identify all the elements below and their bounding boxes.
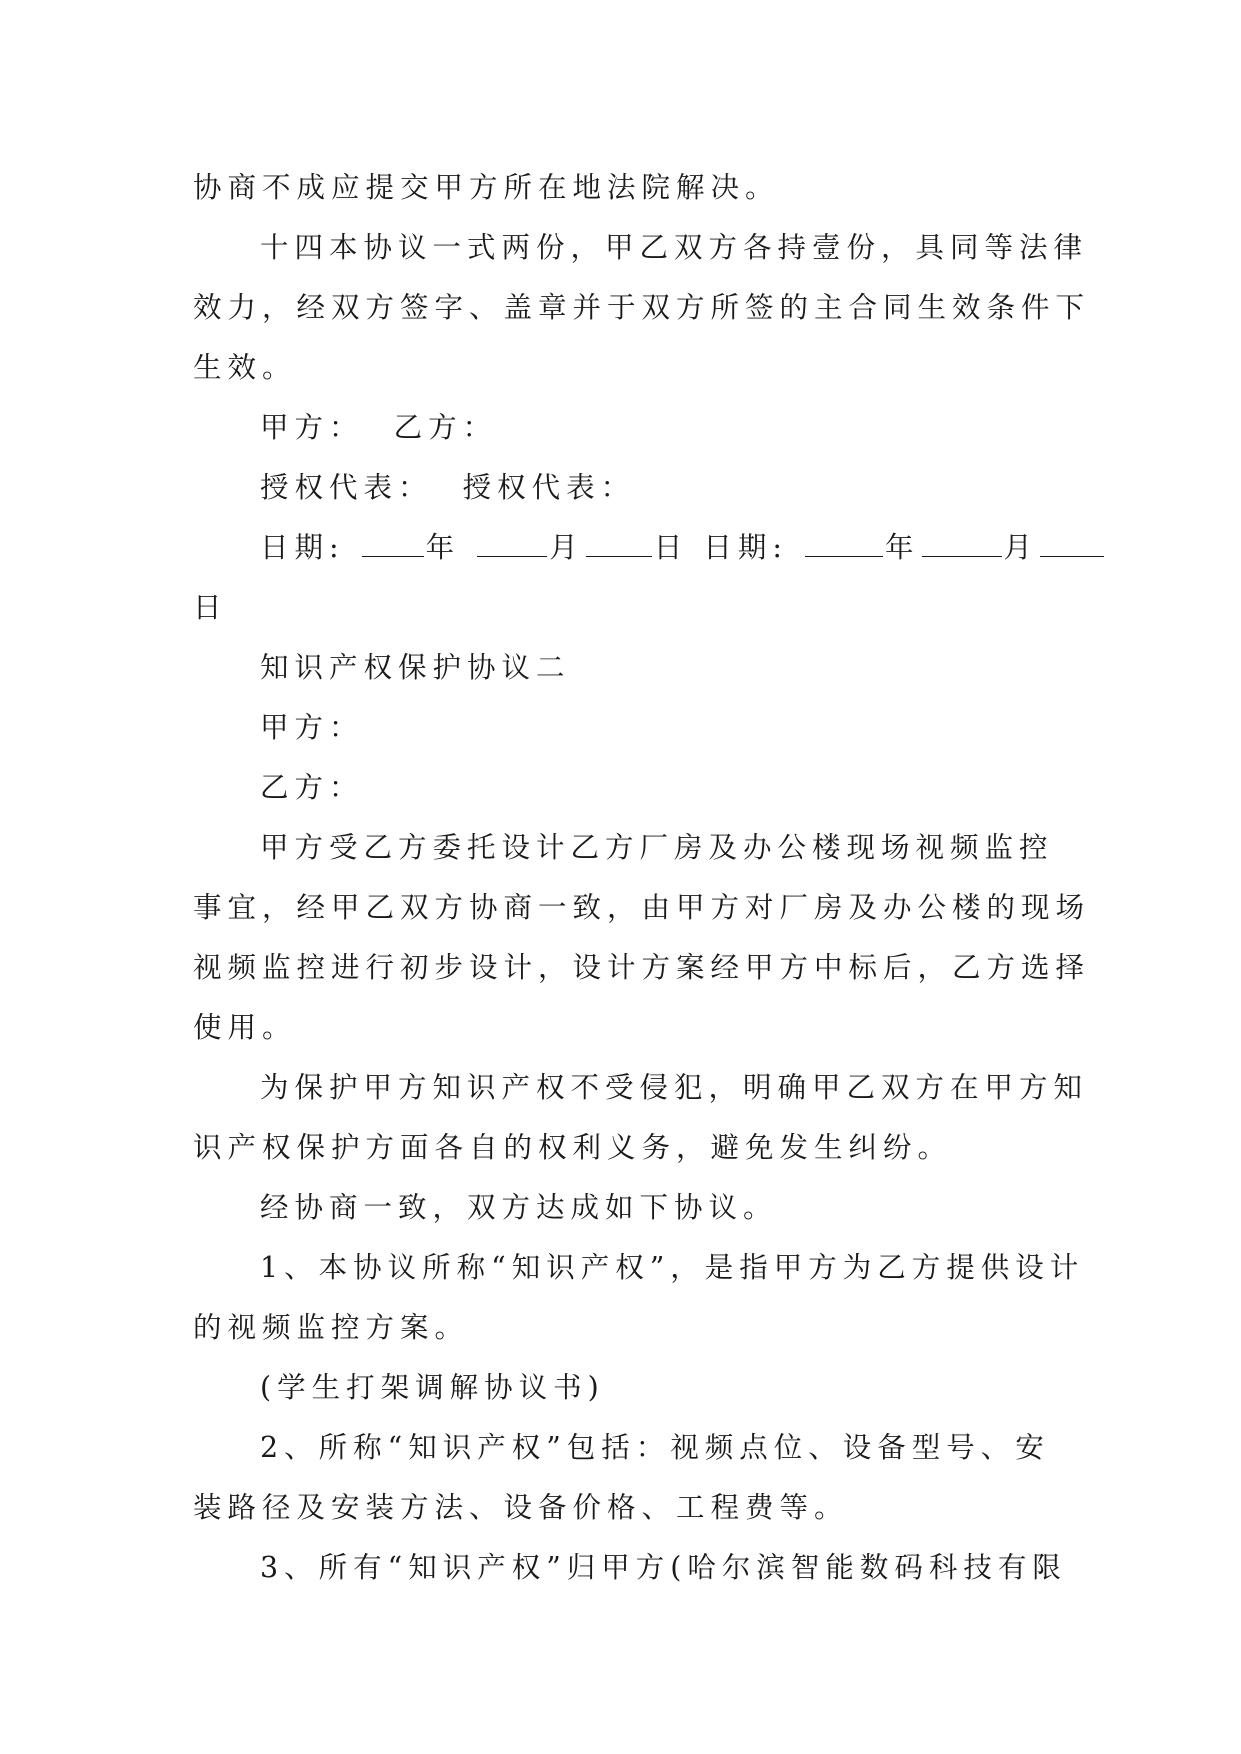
signature-representatives: 授权代表： 授权代表： (260, 471, 636, 504)
date-blank-year-b (805, 522, 883, 557)
text-line-intro-4: 使用。 (193, 1011, 297, 1044)
item-1-line-2: 的视频监控方案。 (193, 1311, 470, 1344)
date-year-b: 年 (885, 531, 920, 564)
text-line-purpose-2: 识产权保护方面各自的权利义务，避免发生纠纷。 (193, 1131, 953, 1164)
date-month-b: 月 (1003, 531, 1039, 564)
date-blank-month-b (922, 522, 1002, 557)
date-year-a: 年 (425, 531, 461, 564)
party-b-label: 乙方： (260, 771, 364, 804)
date-blank-day-b (1040, 522, 1104, 557)
date-blank-day-a (586, 522, 652, 557)
date-blank-month-a (477, 522, 547, 557)
text-line-agreement: 经协商一致，双方达成如下协议。 (260, 1191, 778, 1224)
text-line-purpose-1: 为保护甲方知识产权不受侵犯，明确甲乙双方在甲方知 (260, 1071, 1089, 1104)
item-1-line-1: 1、本协议所称“知识产权”，是指甲方为乙方提供设计 (260, 1251, 1085, 1284)
text-line-clause14-2: 效力，经双方签字、盖章并于双方所签的主合同生效条件下 (193, 291, 1091, 324)
text-line-intro-2: 事宜，经甲乙双方协商一致，由甲方对厂房及办公楼的现场 (193, 891, 1091, 924)
date-label-a: 日期: (260, 531, 345, 564)
date-label-b: 日期: (703, 531, 788, 564)
section-title: 知识产权保护协议二 (260, 651, 571, 684)
text-line-clause14-3: 生效。 (193, 351, 297, 384)
text-line-intro-1: 甲方受乙方委托设计乙方厂房及办公楼现场视频监控 (260, 831, 1054, 864)
document-body (193, 158, 1091, 1598)
party-a-label: 甲方： (260, 711, 364, 744)
text-line-clause14-1: 十四本协议一式两份，甲乙双方各持壹份，具同等法律 (260, 231, 1089, 264)
date-month-a: 月 (549, 531, 584, 564)
date-day-b: 日 (193, 591, 228, 624)
signature-parties: 甲方： 乙方： (260, 411, 498, 444)
inline-note: (学生打架调解协议书) (260, 1371, 605, 1404)
text-line-intro-3: 视频监控进行初步设计，设计方案经甲方中标后，乙方选择 (193, 951, 1091, 984)
text-line-dispute-resolution: 协商不成应提交甲方所在地法院解决。 (193, 171, 780, 204)
date-day-a: 日 (653, 531, 689, 564)
item-3-line-1: 3、所有“知识产权”归甲方(哈尔滨智能数码科技有限 (260, 1551, 1067, 1584)
date-blank-year-a (362, 522, 424, 557)
item-2-line-2: 装路径及安装方法、设备价格、工程费等。 (193, 1491, 849, 1524)
item-2-line-1: 2、所称“知识产权”包括：视频点位、设备型号、安 (260, 1431, 1050, 1464)
signature-date-line (193, 518, 1058, 578)
